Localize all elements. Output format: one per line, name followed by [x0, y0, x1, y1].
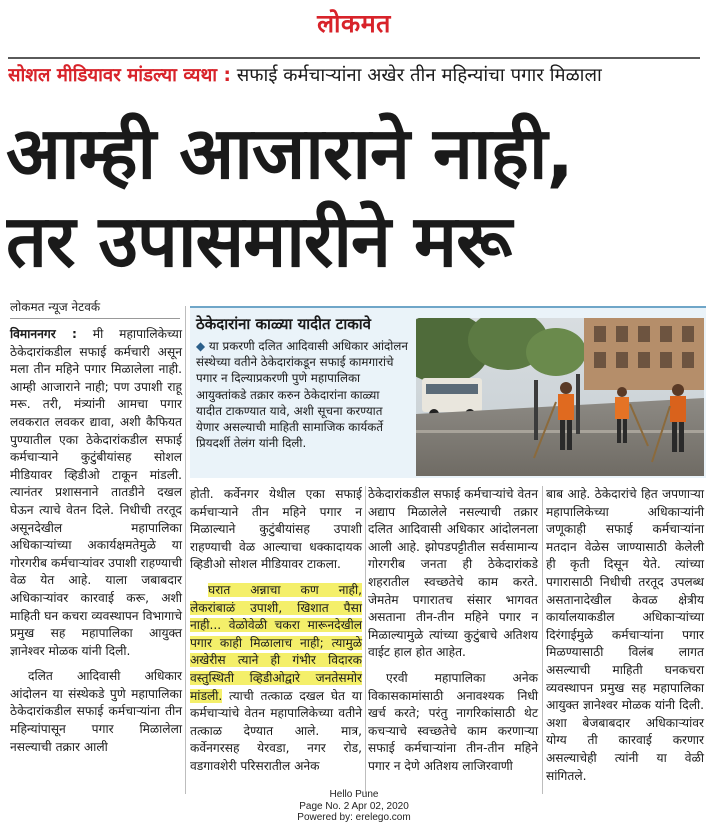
footer-powered-by: Powered by: erelego.com [297, 812, 411, 823]
column-divider [542, 486, 543, 794]
sidebar-text-block [196, 338, 408, 451]
column-3-paragraph-1: ठेकेदारांकडील सफाई कर्मचाऱ्यांचे वेतन अद्याप मिळालेले नसल्याची तक्रार दलित आदिवासी अधिकार आंदोलनला आली आहे. झोपडपट्टीतील सर्वसामान्य गोरगरीब जनता ही ठेकेदारांकडे शहरातील स्वच्छतेचे काम करते. जेमतेम पगारातच संसार भागवत असताना तीन-तीन महिने पगार न मिळाल्यामुळे त्यांच्या कुटुंबाचे अतिशय वाईट हाल होत आहेत. [368, 487, 538, 660]
column-1-paragraph-1 [10, 326, 182, 660]
column-1-text-1: मी महापालिकेच्या ठेकेदारांकडील सफाई कर्मचारी असून मला तीन महिने पगार मिळालेला नाही. आम्ही आजाराने नाही; पण उपाशी राहू मरू. तरी, मंत्र्यांनी आमचा पगार लवकरात लवकर द्यावा, अशी कैफियत पुण्यातील एका ठेकेदारांकडील सफाई कर्मचाऱ्याने कुटुंबीयांसह सोशल मीडियावर व्हिडीओ टाकून मांडली. त्यानंतर प्रशासनाने तातडीने दखल घेऊन त्याचे वेतन दिले. निधीची तरतूद असूनदेखील महापालिका अधिकाऱ्यांच्या अकार्यक्षमतेमुळे या गोरगरीब कर्मचाऱ्यांवर उपाशी राहण्याची वेळ येत आहे. याला जबाबदार अधिकाऱ्यांवर कारवाई करू, अशी माहिती घन कचरा व्यवस्थापन विभागाचे प्रमुख सह महापालिका आयुक्त ज्ञानेश्वर मोळक यांनी दिली. [10, 327, 182, 658]
highlighted-quote: घरात अन्नाचा कण नाही, लेकरांबाळं उपाशी, खिशात पैसा नाही... वेळोवेळी चकरा मारूनदेखील पगार काही मिळालाच नाही; त्यामुळे अखेरीस त्याने ही गंभीर विदारक वस्तुस्थिती व्हिडीओद्वारे जनतेसमोर मांडली. [190, 582, 362, 703]
sidebar-title: ठेकेदारांना काळ्या यादीत टाकावे [196, 315, 371, 333]
top-rule [8, 57, 700, 59]
article-column-4 [546, 486, 704, 794]
column-2-paragraph-1: होती. कर्वेनगर येथील एका सफाई कर्मचाऱ्याने तीन महिने पगार न मिळाल्याने कुटुंबीयांसह उपाशी राहण्याची वेळ आल्याचा धक्कादायक व्हिडीओ सोशल मीडियावर टाकला. [190, 487, 362, 572]
paragraph-gap [10, 660, 182, 668]
article-column-3 [368, 486, 538, 794]
kicker-rest: सफाई कर्मचाऱ्यांना अखेर तीन महिन्यांचा पगार मिळाला [230, 65, 602, 86]
column-divider [365, 486, 366, 794]
headline-line-2: तर उपासमारीने मरू [6, 199, 512, 283]
kicker [8, 63, 708, 89]
column-2-paragraph-2 [190, 582, 362, 776]
column-3-paragraph-2: एरवी महापालिका अनेक विकासकामांसाठी अनावश्यक निधी खर्च करते; परंतु नागरिकांसाठी थेट कचऱ्याचे स्वच्छतेचे काम करणाऱ्या सफाई कर्मचाऱ्यांना तीन-तीन महिने पगार न देणे अतिशय लाजिरवाणी [368, 670, 538, 773]
page-footer [0, 789, 708, 824]
column-divider [185, 306, 186, 794]
byline: लोकमत न्यूज नेटवर्क [10, 300, 101, 314]
kicker-lead: सोशल मीडियावर मांडल्या व्यथा : [8, 65, 231, 86]
masthead-logo [0, 6, 708, 40]
footer-page-date: Page No. 2 Apr 02, 2020 [299, 800, 409, 812]
column-4-paragraph-1: बाब आहे. ठेकेदारांचे हित जपणाऱ्या महापालिकेच्या अधिकाऱ्यांनी जणूकाही सफाई कर्मचाऱ्यांना मतदान वेळेस जाण्यासाठी केलेली ही कृती दिसून येते. त्यांच्या पगारासाठी निधीची तरतूद उपलब्ध असतानादेखील केवळ क्षेत्रीय कार्यालयाकडील अधिकाऱ्यांच्या दिरंगाईमुळे कर्मचाऱ्यांना पगार मिळण्यासाठी विलंब लागत असल्याची माहिती घनकचरा व्यवस्थापन प्रमुख सह महापालिका आयुक्त ज्ञानेश्वर मोळक यांनी दिली. अशा बेजबाबदार अधिकाऱ्यांवर योग्य ती कारवाई करणार असल्याचेही त्यांनी या वेळी सांगितले. [546, 487, 704, 783]
paragraph-gap [368, 662, 538, 670]
dateline: विमाननगर : [10, 327, 77, 341]
headline-line-1: आम्ही आजाराने नाही, [6, 111, 573, 195]
column-1-paragraph-2: दलित आदिवासी अधिकार आंदोलन या संस्थेकडे पुणे महापालिका ठेकेदारांकडील सफाई कर्मचाऱ्यांना तीन महिन्यांपासून पगार मिळालेला नसल्याची तक्रार आली [10, 669, 182, 754]
article-column-2 [190, 486, 362, 794]
column-2-text-2: त्याची तत्काळ दखल घेत या कर्मचाऱ्यांचे वेतन महापालिकेच्या वतीने तत्काळ देण्यात आले. मात्र, कर्वेनगरसह येरवडा, नगर रोड, वडगावशेरी परिसरातील अनेक [190, 688, 362, 773]
footer-edition: Hello Pune [329, 789, 379, 800]
paragraph-gap [190, 574, 362, 582]
diamond-bullet-icon: ◆ [196, 339, 206, 353]
street-sweepers-photo-icon [416, 318, 704, 476]
sidebar-box [190, 306, 706, 478]
news-photo [416, 318, 704, 476]
masthead-logo-text: लोकमत [317, 9, 391, 38]
sidebar-text: या प्रकरणी दलित आदिवासी अधिकार आंदोलन संस्थेच्या वतीने ठेकेदारांकडून सफाई कामगारांचे पगार न दिल्याप्रकरणी पुणे महापालिका आयुक्तांकडे तक्रार करुन ठेकेदारांना काळ्या यादीत टाकण्यात यावे, अशी सूचना करण्यात येणार असल्याची माहिती सामाजिक कार्यकर्ते प्रियदर्शी तेलंग यांनी दिली. [196, 339, 408, 451]
article-column-1 [10, 326, 182, 794]
byline-rule [10, 318, 180, 319]
